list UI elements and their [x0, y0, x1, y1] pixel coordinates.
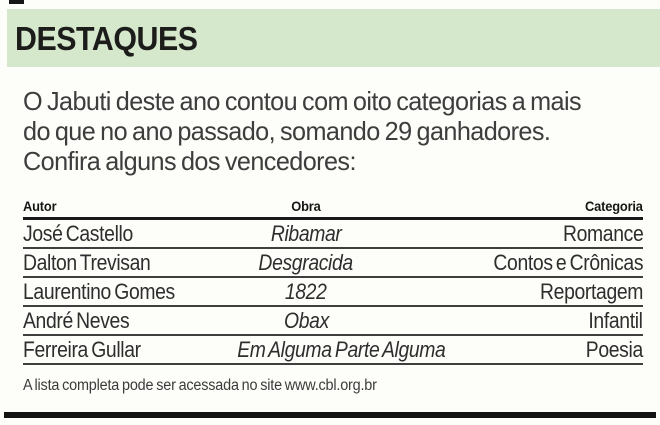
table-body: [23, 220, 643, 365]
page-title: DESTAQUES: [15, 19, 198, 57]
table-row: [23, 336, 643, 365]
table-row: [23, 278, 643, 307]
cell-autor: Dalton Trevisan: [23, 249, 151, 275]
cell-obra: Desgracida: [258, 249, 354, 275]
cell-obra: 1822: [285, 278, 327, 304]
cell-autor: André Neves: [23, 307, 130, 333]
cell-categoria: Romance: [562, 220, 643, 246]
cell-autor: Ferreira Gullar: [23, 336, 141, 362]
cell-categoria: Reportagem: [539, 278, 643, 304]
table-row: [23, 220, 643, 249]
bottom-rule: [4, 412, 656, 418]
top-left-mark: [9, 0, 24, 4]
intro-paragraph: [23, 86, 598, 176]
cell-autor: José Castello: [23, 220, 133, 246]
cell-categoria: Poesia: [585, 336, 643, 362]
intro-line-1: O Jabuti deste ano contou com oito categorias a mais: [23, 86, 582, 116]
cell-categoria: Infantil: [588, 307, 643, 333]
cell-categoria: Contos e Crônicas: [493, 249, 643, 275]
cell-obra: Em Alguma Parte Alguma: [237, 336, 446, 362]
intro-line-3: Confira alguns dos vencedores:: [23, 146, 356, 176]
footer-note: A lista completa pode ser acessada no site www.cbl.org.br: [23, 377, 377, 394]
table-header-row: [23, 196, 643, 220]
column-header-categoria: Categoria: [585, 198, 643, 214]
cell-obra: Ribamar: [270, 220, 342, 246]
cell-obra: Obax: [283, 307, 329, 333]
intro-line-2: do que no ano passado, somando 29 ganhadores.: [23, 116, 551, 146]
winners-table: [23, 196, 643, 365]
cell-autor: Laurentino Gomes: [23, 278, 175, 304]
column-header-obra: Obra: [291, 198, 321, 214]
column-header-autor: Autor: [23, 198, 57, 214]
table-row: [23, 249, 643, 278]
table-row: [23, 307, 643, 336]
header-band: [7, 9, 660, 67]
